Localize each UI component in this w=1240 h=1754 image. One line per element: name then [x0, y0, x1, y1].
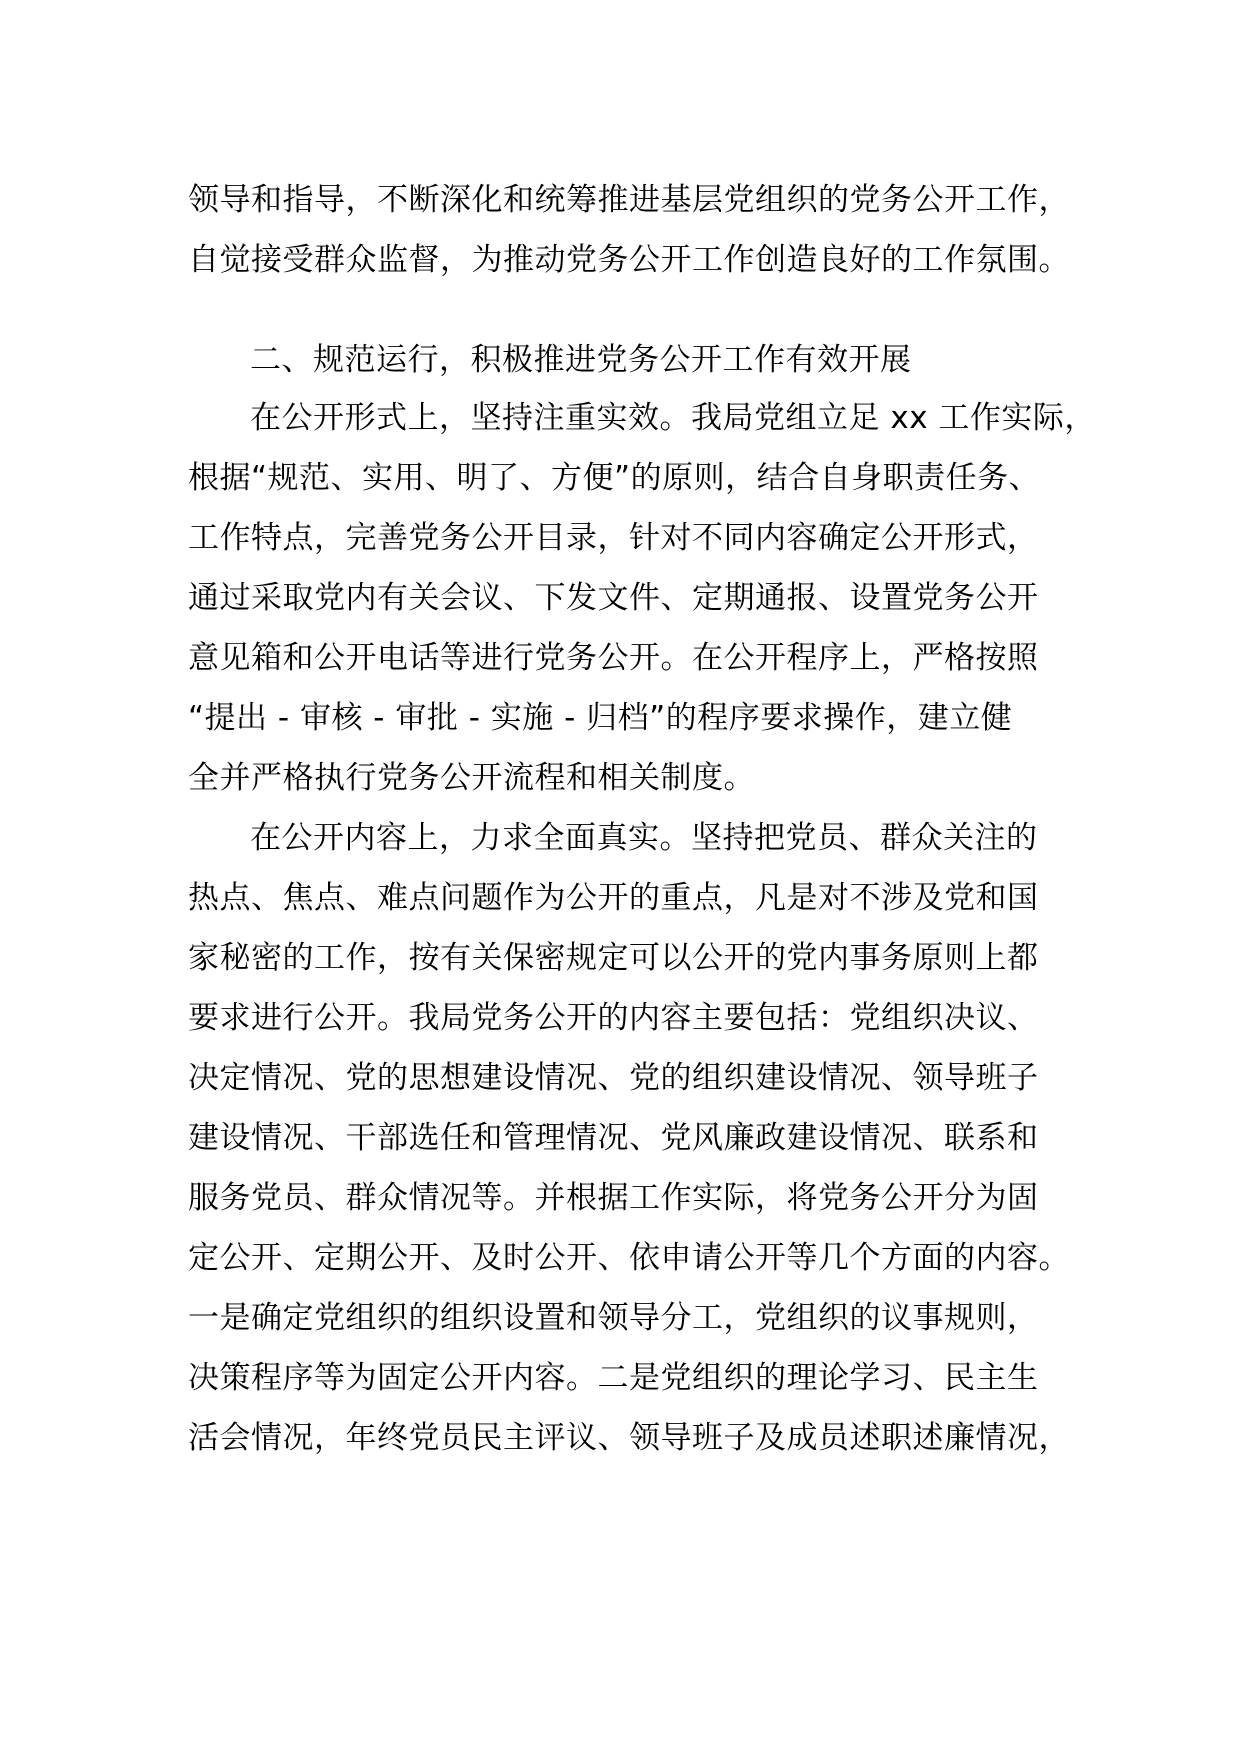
section-heading: 二、规范运行，积极推进党务公开工作有效开展	[250, 342, 912, 378]
text-line-2: 自觉接受群众监督，为推动党务公开工作创造良好的工作氛围。	[188, 242, 1070, 278]
paragraph-2-line-7: 服务党员、群众情况等。并根据工作实际，将党务公开分为固	[188, 1180, 1039, 1216]
paragraph-1-line-5: 意见箱和公开电话等进行党务公开。在公开程序上，严格按照	[188, 640, 1039, 676]
paragraph-2-line-5: 决定情况、党的思想建设情况、党的组织建设情况、领导班子	[188, 1060, 1039, 1096]
paragraph-1-line-6: “提出 - 审核 - 审批 - 实施 - 归档”的程序要求操作，建立健	[188, 700, 1013, 736]
paragraph-2-line-11: 活会情况，年终党员民主评议、领导班子及成员述职述廉情况，	[188, 1420, 1070, 1456]
paragraph-2-line-10: 决策程序等为固定公开内容。二是党组织的理论学习、民主生	[188, 1360, 1039, 1396]
paragraph-2-line-9: 一是确定党组织的组织设置和领导分工，党组织的议事规则，	[188, 1300, 1039, 1336]
paragraph-2-line-4: 要求进行公开。我局党务公开的内容主要包括：党组织决议、	[188, 1000, 1039, 1036]
paragraph-1-line-3: 工作特点，完善党务公开目录，针对不同内容确定公开形式，	[188, 520, 1039, 556]
paragraph-2-line-8: 定公开、定期公开、及时公开、依申请公开等几个方面的内容。	[188, 1240, 1070, 1276]
paragraph-2-line-2: 热点、焦点、难点问题作为公开的重点，凡是对不涉及党和国	[188, 880, 1039, 916]
paragraph-1-line-4: 通过采取党内有关会议、下发文件、定期通报、设置党务公开	[188, 580, 1039, 616]
paragraph-2-line-3: 家秘密的工作，按有关保密规定可以公开的党内事务原则上都	[188, 940, 1039, 976]
paragraph-1-line-1: 在公开形式上，坚持注重实效。我局党组立足 xx 工作实际，	[250, 400, 1096, 436]
paragraph-1-line-2: 根据“规范、实用、明了、方便”的原则，结合自身职责任务、	[188, 460, 1041, 496]
text-line-1: 领导和指导，不断深化和统筹推进基层党组织的党务公开工作，	[188, 182, 1070, 218]
paragraph-2-line-6: 建设情况、干部选任和管理情况、党风廉政建设情况、联系和	[188, 1120, 1039, 1156]
paragraph-1-line-7: 全并严格执行党务公开流程和相关制度。	[188, 760, 755, 796]
paragraph-2-line-1: 在公开内容上，力求全面真实。坚持把党员、群众关注的	[250, 820, 1038, 856]
